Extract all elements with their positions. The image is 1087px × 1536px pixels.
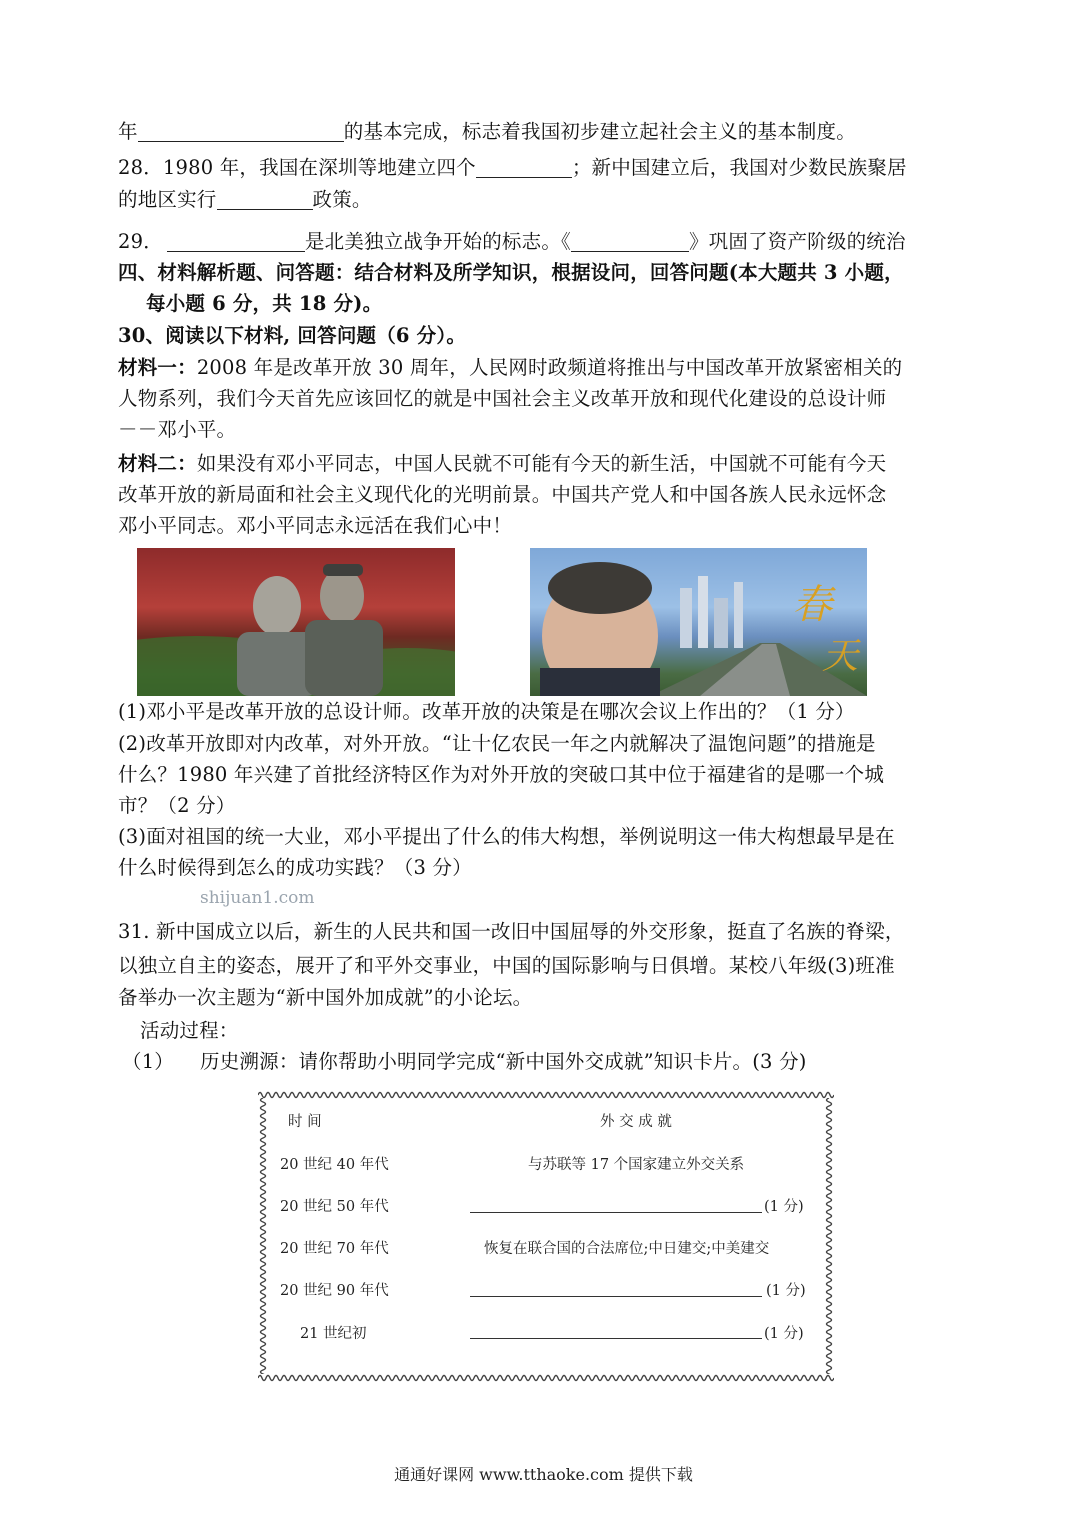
material1-label: 材料一： [118,356,197,379]
card-row-time: 20 世纪 70 年代 [280,1241,389,1257]
section4-heading-2: 每小题 6 分，共 18 分)。 [146,292,383,315]
q27-tail-line [118,117,978,147]
svg-text:春: 春 [792,582,832,628]
card-row-achievement: 与苏联等 17 个国家建立外交关系 [528,1157,745,1173]
card-answer-blank[interactable] [470,1296,762,1297]
q30-material1-line3: －－邓小平。 [118,418,237,441]
card-border-bottom [258,1373,834,1383]
material2-label: 材料二： [118,452,197,475]
q30-sub1: (1)邓小平是改革开放的总设计师。改革开放的决策是在哪次会议上作出的？（1 分） [118,700,855,723]
q28-blank-2[interactable] [217,187,313,210]
q31-task1-line [122,1047,982,1077]
card-row-score: (1 分) [764,1326,804,1342]
q29-line [118,227,978,257]
q30-sub2-line3: 市？（2 分） [118,794,236,817]
q31-line3: 备举办一次主题为“新中国外加成就”的小论坛。 [118,986,533,1009]
task1-text: 历史溯源：请你帮助小明同学完成“新中国外交成就”知识卡片。(3 分) [200,1050,807,1073]
activity-process-label: 活动过程： [140,1019,239,1042]
q30-sub2-line1: (2)改革开放即对内改革，对外开放。“让十亿农民一年之内就解决了温饱问题”的措施是 [118,732,876,755]
q30-sub2-line2: 什么？1980 年兴建了首批经济特区作为对外开放的突破口其中位于福建省的是哪一个城 [118,763,885,786]
deng-portrait-city-photo [530,548,867,696]
card-header-achievement: 外 交 成 就 [600,1114,672,1130]
q29-number: 29． [118,230,163,253]
q29-text: 是北美独立战争开始的标志。《 [304,230,571,253]
q31-line2: 以独立自主的姿态，展开了和平外交事业，中国的国际影响与日俱增。某校八年级(3)班准 [118,954,895,977]
q29-blank-2[interactable] [571,229,689,252]
card-row-time: 20 世纪 40 年代 [280,1157,389,1173]
deng-young-photo-art [137,548,455,696]
card-answer-blank[interactable] [470,1338,762,1339]
q28-line1 [118,153,978,183]
q31-line1: 31. 新中国成立以后，新生的人民共和国一改旧中国屈辱的外交形象，挺直了名族的脊梁， [118,920,905,943]
q30-sub3-line1: (3)面对祖国的统一大业，邓小平提出了什么的伟大构想，举例说明这一伟大构想最早是在 [118,825,895,848]
q30-material2-line2: 改革开放的新局面和社会主义现代化的光明前景。中国共产党人和中国各族人民永远怀念 [118,483,887,506]
card-row-time: 20 世纪 50 年代 [280,1199,389,1215]
material2-text-1: 如果没有邓小平同志，中国人民就不可能有今天的新生活，中国就不可能有今天 [196,452,887,475]
q30-title: 30、阅读以下材料, 回答问题（6 分）。 [118,324,467,347]
watermark: shijuan1.com [200,888,315,908]
card-answer-blank[interactable] [470,1212,762,1213]
page-footer: 通通好课网 www.tthaoke.com 提供下载 [394,1465,693,1484]
card-row-score: (1 分) [764,1199,804,1215]
card-header-time: 时 间 [288,1114,322,1130]
card-border-top [258,1090,834,1100]
q28-text-a: 28．1980 年，我国在深圳等地建立四个 [118,156,476,179]
deng-young-photo [137,548,455,696]
q27-prefix: 年 [118,120,138,143]
svg-text:天: 天 [822,636,859,677]
q28-text-c: 的地区实行 [118,188,217,211]
material1-text-1: 2008 年是改革开放 30 周年，人民网时政频道将推出与中国改革开放紧密相关的 [196,356,903,379]
q30-material1-line2: 人物系列，我们今天首先应该回忆的就是中国社会主义改革开放和现代化建设的总设计师 [118,387,887,410]
q28-text-d: 政策。 [312,188,372,211]
q30-material2-line3: 邓小平同志。邓小平同志永远活在我们心中！ [118,514,513,537]
q29-tail: 》巩固了资产阶级的统治 [688,230,906,253]
card-border-right [824,1098,834,1374]
q28-blank-1[interactable] [476,155,572,178]
card-border-left [258,1098,268,1374]
q27-suffix: 的基本完成，标志着我国初步建立起社会主义的基本制度。 [343,120,856,143]
q28-text-b: ；新中国建立后，我国对少数民族聚居 [571,156,907,179]
card-row-achievement: 恢复在联合国的合法席位;中日建交;中美建交 [484,1241,770,1257]
card-row-time: 20 世纪 90 年代 [280,1283,389,1299]
q27-blank[interactable] [138,119,344,142]
q30-material1-line1 [118,353,978,383]
q29-blank-1[interactable] [167,229,305,252]
q30-material2-line1 [118,449,978,479]
card-row-time: 21 世纪初 [300,1326,367,1342]
card-row-score: (1 分) [766,1283,806,1299]
section4-heading-1: 四、材料解析题、问答题：结合材料及所学知识，根据设问，回答问题(本大题共 3 小题， [118,261,904,284]
q30-sub3-line2: 什么时候得到怎么的成功实践？（3 分） [118,856,472,879]
deng-portrait-city-art [530,548,867,696]
task1-number: （1） [122,1050,175,1073]
q28-line2 [118,185,978,215]
